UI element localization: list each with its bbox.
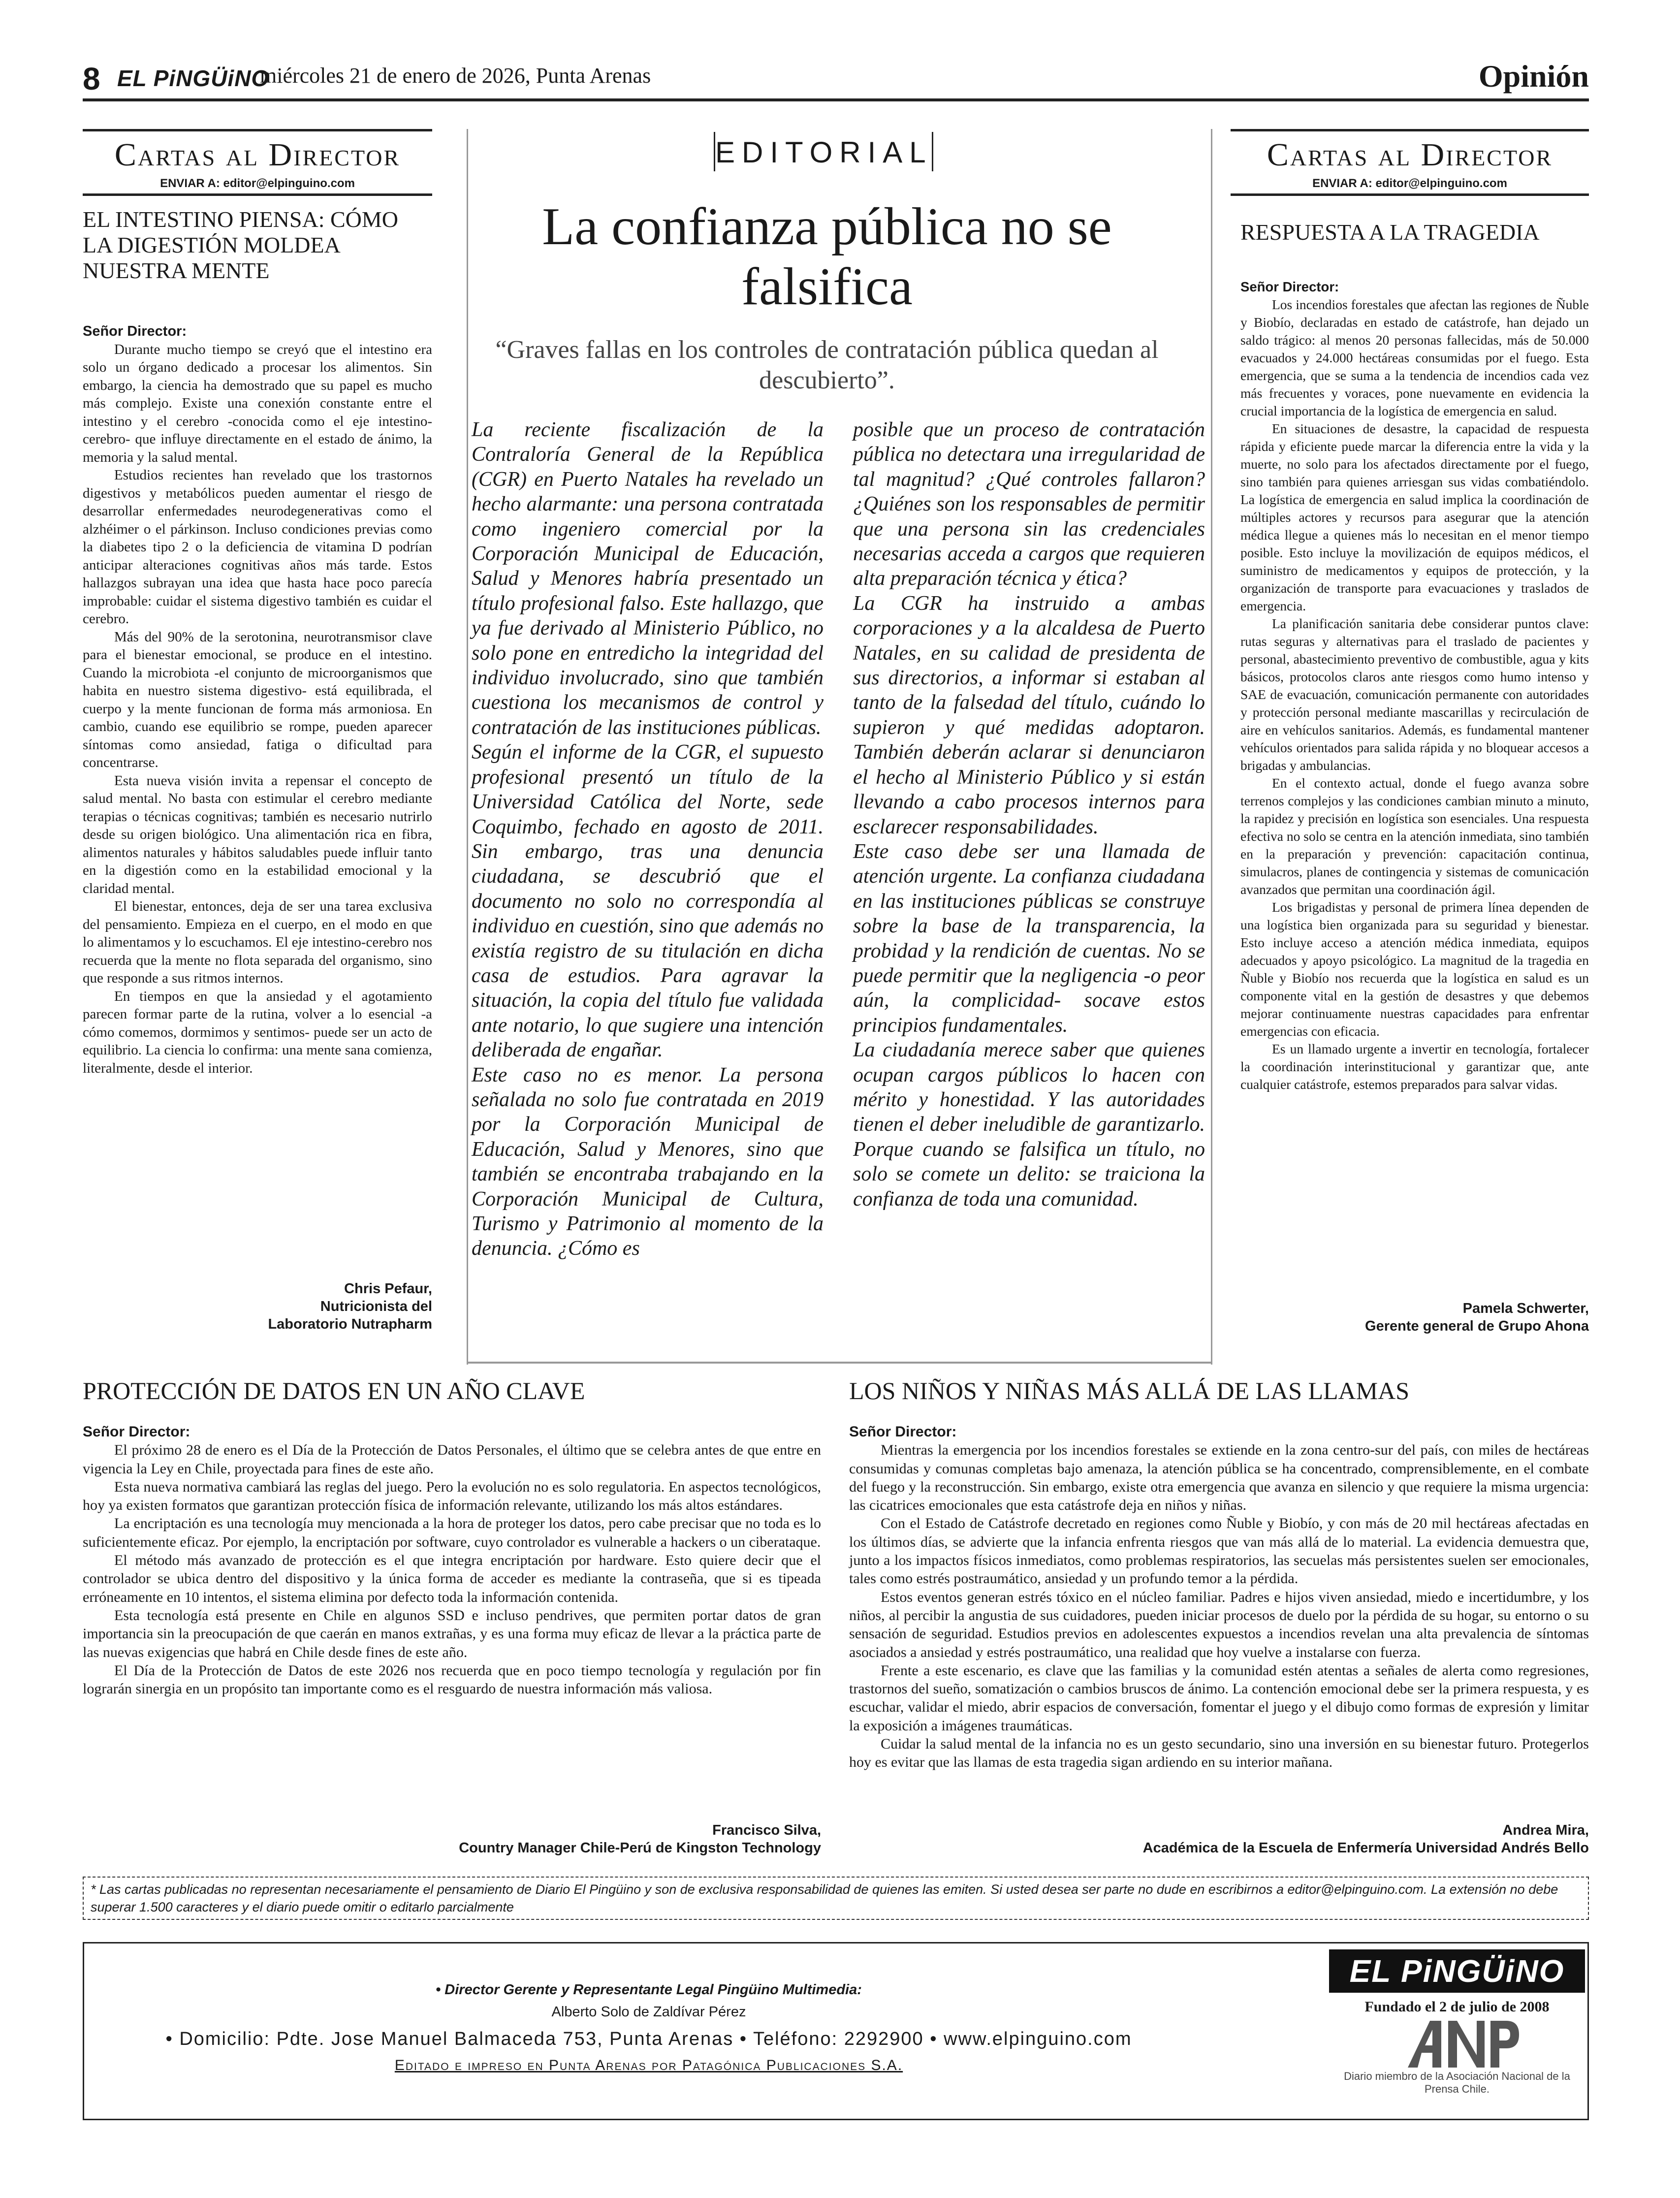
paragraph: La reciente fiscalización de la Contraloría General de la República (CGR) en Puerto Natales ha revelado un hecho alarmante: una persona contratada como ingeniero comercial por la Corporación Municipal de Educación, Salud y Menores habría presentado un título profesional falso. Este hallazgo, que ya fue derivado al Ministerio Público, no solo pone en entredicho la integridad del individuo involucrado, sino que también cuestiona los mecanismos de control y contratación de las instituciones públicas. [472,418,824,739]
letter-body [83,322,432,1077]
page-header [83,58,1589,99]
signature-line: Laboratorio Nutrapharm [268,1316,432,1332]
salutation: Señor Director: [849,1424,957,1440]
paragraph: En situaciones de desastre, la capacidad de respuesta rápida y eficiente puede marcar la diferencia entre la vida y la muerte, no solo para los afectados directamente por el fuego, sino también para quienes arriesgan sus vidas combatiéndolo. La logística de emergencia en salud implica la coordinación de múltiples actores y recursos para asegurar que la atención médica llegue a quienes más lo necesitan en el menor tiempo posible. Esto incluye la movilización de equipos médicos, el suministro de medicamentos y equipos de protección, y la organización de transporte para evacuaciones y traslados de emergencia. [1240,421,1589,613]
letter-title: RESPUESTA A LA TRAGEDIA [1240,220,1540,245]
paragraph: Con el Estado de Catástrofe decretado en regiones como Ñuble y Biobío, y con más de 20 mil hectáreas afectadas en los últimos días, se advierte que la infancia enfrenta riesgos que van más allá de lo material. La evidencia demuestra que, junto a los impactos físicos inmediatos, como problemas respiratorios, las secuelas más persistentes suelen ser emocionales, tales como estrés postraumático, ansiedad y un profundo temor a la pérdida. [849,1515,1589,1587]
paragraph: Este caso no es menor. La persona señalada no solo fue contratada en 2019 por la Corporación Municipal de Educación, Salud y Menores, sino que también se encontraba trabajando en la Corporación Municipal de Cultura, Turismo y Patrimonio al momento de la denuncia. ¿Cómo es [472,1063,824,1260]
director-name: Alberto Solo de Zaldívar Pérez [551,2004,746,2020]
section-title: Opinión [1478,59,1589,94]
letter-title: EL INTESTINO PIENSA: CÓMO LA DIGESTIÓN MOLDEA NUESTRA MENTE [83,207,398,283]
paragraph: Cuidar la salud mental de la infancia no es un gesto secundario, sino una inversión en su bienestar futuro. Protegerlos hoy es evitar que las llamas de esta tragedia sigan ardiendo en su interior mañana. [849,1736,1589,1771]
paragraph: Frente a este escenario, es clave que las familias y la comunidad estén atentas a señales de alerta como regresiones, trastornos del sueño, somatización o cambios bruscos de ánimo. La contención emocional debe ser la primera respuesta, y es escuchar, validar el miedo, abrir espacios de conversación, fomentar el juego y el dibujo como formas de expresión y limitar la exposición a imágenes traumáticas. [849,1662,1589,1734]
director-label: • Director Gerente y Representante Legal Pingüino Multimedia: [436,1982,862,1998]
signature-line: Francisco Silva, [712,1822,821,1838]
footer-logo: EL PiNGÜiNO [1329,1949,1585,1993]
signature-line: Andrea Mira, [1502,1822,1589,1838]
editorial-bottom-rule [467,1362,1212,1364]
signature-line: Académica de la Escuela de Enfermería Universidad Andrés Bello [1142,1840,1589,1856]
letters-box-left [83,129,432,196]
editorial-label: EDITORIAL [714,132,933,171]
paragraph: En tiempos en que la ansiedad y el agotamiento parecen formar parte de la rutina, volver a lo esencial -a cómo comemos, dormimos y sentimos- puede ser un acto de equilibrio. La ciencia lo confirma: una mente sana comienza, literalmente, desde el interior. [83,988,432,1076]
salutation: Señor Director: [83,1424,190,1440]
letter-signature [849,1821,1589,1857]
paragraph: Según el informe de la CGR, el supuesto profesional presentó un título de la Universidad Católica del Norte, sede Coquimbo, fechado en agosto de 2011. Sin embargo, tras una denuncia ciudadana, se descubrió que el documento no solo no correspondía al individuo en cuestión, sino que además no existía registro de su titulación en dicha casa de estudios. Para agravar la situación, la copia del título fue validada ante notario, lo que sugiere una intención deliberada de engañar. [472,741,824,1062]
salutation: Señor Director: [83,323,187,339]
paragraph: La encriptación es una tecnología muy mencionada a la hora de proteger los datos, pero cabe precisar que no toda es lo suficientemente eficaz. Por ejemplo, la encriptación por software, cuyo controlador es vulnerable a hackers o un ciberataque. [83,1515,821,1550]
paragraph: Estos eventos generan estrés tóxico en el núcleo familiar. Padres e hijos viven ansiedad, miedo e incertidumbre, y los niños, al percibir la angustia de sus cuidadores, pueden iniciar procesos de duelo por la pérdida de su hogar, su entorno o su sensación de seguridad. Estudios previos en adolescentes expuestos a incendios revelan una alta prevalencia de síntomas asociados a ansiedad y estrés postraumático, una realidad que hoy vuelve a instalarse con fuerza. [849,1589,1589,1660]
signature-line: Country Manager Chile-Perú de Kingston Technology [459,1840,821,1856]
paragraph: El método más avanzado de protección es el que integra encriptación por hardware. Esto quiere decir que el controlador se ubica dentro del dispositivo y la única forma de acceder es mediante la contraseña, que si es tipeada erróneamente en 10 intentos, el sistema elimina por defecto toda la información contenida. [83,1552,821,1605]
paragraph: Más del 90% de la serotonina, neurotransmisor clave para el bienestar emocional, se produce en el intestino. Cuando la microbiota -el conjunto de microorganismos que habita en nuestro sistema digestivo- está equilibrada, el cuerpo y la mente funcionan de forma más armoniosa. En cambio, cuando ese equilibrio se rompe, pueden aparecer síntomas como ansiedad, fatiga o dificultad para concentrarse. [83,629,432,770]
letter-title: LOS NIÑOS Y NIÑAS MÁS ALLÁ DE LAS LLAMAS [849,1377,1410,1404]
letter-signature [83,1821,821,1857]
address-line: • Domicilio: Pdte. Jose Manuel Balmaceda 753, Punta Arenas • Teléfono: 2292900 • www.elpinguino.com [165,2029,1132,2049]
paragraph: Este caso debe ser una llamada de atención urgente. La confianza ciudadana en las instituciones públicas se construye sobre la base de la transparencia, la probidad y la rendición de cuentas. No se puede permitir que la negligencia -o peor aún, la complicidad- socave estos principios fundamentales. [853,840,1205,1037]
paragraph: Esta tecnología está presente en Chile en algunos SSD e incluso pendrives, que permiten portar datos de gran importancia sin la preocupación de que caerán en manos extrañas, y es una forma muy eficaz de llevar a la práctica parte de las nuevas exigencias que habrá en Chile desde fines de este año. [83,1607,821,1660]
letter-body [83,1423,821,1698]
letter-signature [1231,1300,1589,1335]
editorial-title: La confianza pública no se falsifica [542,197,1112,316]
letters-box-email: ENVIAR A: editor@elpinguino.com [160,177,355,190]
letter-title: PROTECCIÓN DE DATOS EN UN AÑO CLAVE [83,1377,585,1404]
signature-line: Gerente general de Grupo Ahona [1365,1318,1589,1334]
salutation: Señor Director: [1240,279,1339,294]
page-number: 8 [83,61,100,96]
paragraph: Mientras la emergencia por los incendios forestales se extiende en la zona centro-sur del país, con miles de hectáreas consumidas y comunas completas bajo amenaza, la atención pública se ha concentrado, comprensiblemente, en el combate del fuego y la reconstrucción. Sin embargo, existe otra emergencia que avanza en silencio y que requiere la misma urgencia: las cicatrices emocionales que esta catástrofe deja en niños y niñas. [849,1442,1589,1514]
header-logo: EL PiNGÜiNO [117,65,270,91]
letters-box-right [1231,129,1589,196]
editorial-column-2 [853,417,1205,1211]
paragraph: El Día de la Protección de Datos de este 2026 nos recuerda que en poco tiempo tecnología y regulación por fin lograrán sinergia en un propósito tan importante como es el resguardo de nuestra información más valiosa. [83,1662,821,1697]
paragraph: Durante mucho tiempo se creyó que el intestino era solo un órgano dedicado a procesar los alimentos. Sin embargo, la ciencia ha demostrado que su papel es mucho más complejo. Existe una conexión constante entre el intestino y el cerebro -conocida como el eje intestino-cerebro- que influye directamente en el estado de ánimo, la memoria y la salud mental. [83,341,432,465]
column-divider [1211,129,1212,1365]
letter-body [1240,278,1589,1093]
disclaimer: * Las cartas publicadas no representan necesariamente el pensamiento de Diario El Pingüino y son de exclusiva responsabilidad de quienes las emiten. Si usted desea ser parte no dude en escribirnos a editor@elpinguino.com. La extensión no debe superar 1.500 caracteres y el diario puede omitir o editarlo parcialmente [83,1877,1589,1920]
paragraph: posible que un proceso de contratación pública no detectara una irregularidad de tal magnitud? ¿Qué controles fallaron? ¿Quiénes son los responsables de permitir que una persona sin las credenciales necesarias acceda a cargos que requieren alta preparación técnica y ética? [853,418,1205,590]
anp-caption: Diario miembro de la Asociación Nacional de la Prensa Chile. [1344,2070,1570,2095]
date-line: miércoles 21 de enero de 2026, Punta Arenas [260,64,651,88]
letters-box-title: Cartas al Director [114,137,401,173]
footer-info [83,1979,1215,2076]
paragraph: En el contexto actual, donde el fuego avanza sobre terrenos complejos y las condiciones cambian minuto a minuto, la rapidez y precisión en logística son esenciales. Una respuesta efectiva no solo se centra en la atención inmediata, sino también en la preparación y prevención: capacitación continua, simulacros, planes de contingencia y sistemas de comunicación avanzados que permitan una coordinación ágil. [1240,775,1589,897]
header-rule [83,98,1589,101]
paragraph: Esta nueva normativa cambiará las reglas del juego. Pero la evolución no es solo regulatoria. En aspectos tecnológicos, hoy ya existen formatos que garantizan protección física de información relevante, utilizando los más altos estándares. [83,1478,821,1514]
paragraph: Estudios recientes han revelado que los trastornos digestivos y metabólicos pueden aumentar el riesgo de desarrollar enfermedades neurodegenerativas como el alzhéimer o el párkinson. Incluso condiciones previas como la diabetes tipo 2 o la deficiencia de vitamina D podrían anticipar alteraciones cognitivas años más tarde. Estos hallazgos subrayan una idea que hasta hace poco parecía improbable: cuidar el sistema digestivo también es cuidar el cerebro. [83,467,432,627]
editorial-column-1 [472,417,824,1261]
paragraph: La planificación sanitaria debe considerar puntos clave: rutas seguras y alternativas para el traslado de pacientes y personal, abastecimiento preventivo de combustible, agua y kits básicos, protocolos claros ante riesgos como humo intenso y SAE de evacuación, comunicación permanente con autoridades y protección personal mediante mascarillas y recirculación de aire en vehículos sanitarios. Además, es fundamental mantener vehículos orientados para salida rápida y no bloquear accesos a brigadas y ambulancias. [1240,616,1589,773]
anp-logo-icon [1403,2016,1521,2070]
paragraph: Es un llamado urgente a invertir en tecnología, fortalecer la coordinación interinstitucional y garantizar que, ante cualquier catástrofe, estemos preparados para salvar vidas. [1240,1041,1589,1092]
paragraph: Los brigadistas y personal de primera línea dependen de una logística bien organizada para su seguridad y bienestar. Esto incluye acceso a atención médica inmediata, equipos adecuados y apoyo psicológico. La magnitud de la tragedia en Ñuble y Biobío nos recuerda que la logística en salud es un componente vital en la gestión de desastres y que debemos mejorar continuamente nuestras capacidades para enfrentar emergencias con eficacia. [1240,899,1589,1039]
signature-line: Pamela Schwerter, [1462,1301,1589,1316]
paragraph: Los incendios forestales que afectan las regiones de Ñuble y Biobío, declaradas en estado de catástrofe, han dejado un saldo trágico: al menos 20 personas fallecidas, más de 50.000 evacuados y 24.000 hectáreas consumidas por el fuego. Esta emergencia, que se suma a la tendencia de incendios cada vez más frecuentes y voraces, pone nuevamente en evidencia la crucial importancia de la logística de emergencia en salud. [1240,297,1589,418]
letter-body [849,1423,1589,1772]
letters-box-title: Cartas al Director [1267,137,1553,173]
signature-line: Chris Pefaur, [344,1281,432,1297]
signature-line: Nutricionista del [320,1299,432,1314]
paragraph: El bienestar, entonces, deja de ser una tarea exclusiva del pensamiento. Empieza en el cuerpo, en el modo en que lo alimentamos y lo escuchamos. El eje intestino-cerebro nos recuerda que la mente no flota separada del organismo, sino que responde a sus ritmos internos. [83,898,432,986]
paragraph: La CGR ha instruido a ambas corporaciones y a la alcaldesa de Puerto Natales, en su calidad de presidenta de sus directorios, a informar si estaban al tanto de la falsedad del título, cuándo lo supieron y qué medidas adoptaron. También deberán aclarar si denunciaron el hecho al Ministerio Público y si están llevando a cabo procesos internos para esclarecer responsabilidades. [853,592,1205,838]
column-divider [467,129,468,1365]
founded-line: Fundado el 2 de julio de 2008 [1364,1999,1550,2015]
letter-signature [83,1280,432,1333]
editorial-subtitle: “Graves fallas en los controles de contratación pública quedan al descubierto”. [495,336,1159,394]
paragraph: Esta nueva visión invita a repensar el concepto de salud mental. No basta con estimular el cerebro mediante terapias o técnicas cognitivas; también es necesario nutrirlo desde su origen biológico. Una alimentación rica en fibra, alimentos naturales y hábitos saludables puede influir tanto en la digestión como en la estabilidad emocional y la claridad mental. [83,772,432,896]
publisher-line: Editado e impreso en Punta Arenas por Patagónica Publicaciones S.A. [394,2057,903,2073]
letters-box-email: ENVIAR A: editor@elpinguino.com [1312,177,1507,190]
paragraph: El próximo 28 de enero es el Día de la Protección de Datos Personales, el último que se celebra antes de que entre en vigencia la Ley en Chile, proyectada para fines de este año. [83,1442,821,1477]
paragraph: La ciudadanía merece saber que quienes ocupan cargos públicos lo hacen con mérito y honestidad. Y las autoridades tienen el deber ineludible de garantizarlo. Porque cuando se falsifica un título, no solo se comete un delito: se traiciona la confianza de toda una comunidad. [853,1039,1205,1210]
